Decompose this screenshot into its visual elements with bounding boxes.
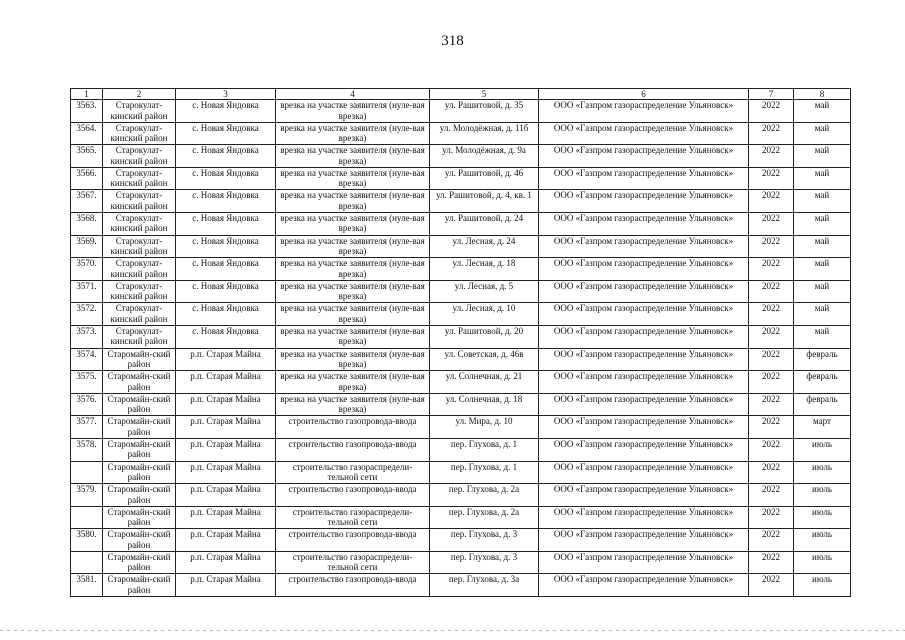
work-type-cell: врезка на участке заявителя (нуле-вая врезка) xyxy=(276,145,430,168)
row-number xyxy=(71,506,103,529)
column-header: 8 xyxy=(794,89,851,100)
gasification-table xyxy=(70,88,851,597)
settlement-cell: с. Новая Яндовка xyxy=(176,303,276,326)
work-type-cell: врезка на участке заявителя (нуле-вая врезка) xyxy=(276,122,430,145)
address-cell: пер. Глухова, д. 1 xyxy=(430,461,539,484)
table-row xyxy=(71,506,851,529)
district-cell: Старокулат-кинский район xyxy=(103,167,176,190)
year-cell: 2022 xyxy=(749,100,794,123)
district-cell: Старокулат-кинский район xyxy=(103,145,176,168)
settlement-cell: р.п. Старая Майна xyxy=(176,461,276,484)
settlement-cell: с. Новая Яндовка xyxy=(176,325,276,348)
table-row xyxy=(71,122,851,145)
address-cell: пер. Глухова, д. 3 xyxy=(430,529,539,552)
year-cell: 2022 xyxy=(749,122,794,145)
address-cell: пер. Глухова, д. 2а xyxy=(430,506,539,529)
month-cell: июль xyxy=(794,461,851,484)
organization-cell: ООО «Газпром газораспределение Ульяновск» xyxy=(539,303,749,326)
table-row xyxy=(71,280,851,303)
work-type-cell: врезка на участке заявителя (нуле-вая врезка) xyxy=(276,212,430,235)
work-type-cell: врезка на участке заявителя (нуле-вая врезка) xyxy=(276,190,430,213)
month-cell: июль xyxy=(794,484,851,507)
district-cell: Старокулат-кинский район xyxy=(103,100,176,123)
table-row xyxy=(71,348,851,371)
month-cell: июль xyxy=(794,506,851,529)
district-cell: Старомайн-ский район xyxy=(103,506,176,529)
year-cell: 2022 xyxy=(749,235,794,258)
table-row xyxy=(71,303,851,326)
work-type-cell: врезка на участке заявителя (нуле-вая врезка) xyxy=(276,258,430,281)
year-cell: 2022 xyxy=(749,506,794,529)
row-number: 3579. xyxy=(71,484,103,507)
district-cell: Старомайн-ский район xyxy=(103,529,176,552)
month-cell: май xyxy=(794,280,851,303)
column-header: 7 xyxy=(749,89,794,100)
year-cell: 2022 xyxy=(749,461,794,484)
organization-cell: ООО «Газпром газораспределение Ульяновск» xyxy=(539,235,749,258)
year-cell: 2022 xyxy=(749,325,794,348)
column-header: 3 xyxy=(176,89,276,100)
column-header: 4 xyxy=(276,89,430,100)
table-row xyxy=(71,574,851,597)
work-type-cell: строительство газопровода-ввода xyxy=(276,416,430,439)
year-cell: 2022 xyxy=(749,416,794,439)
district-cell: Старокулат-кинский район xyxy=(103,325,176,348)
address-cell: пер. Глухова, д. 1 xyxy=(430,438,539,461)
month-cell: март xyxy=(794,416,851,439)
address-cell: ул. Солнечная, д. 21 xyxy=(430,371,539,394)
month-cell: май xyxy=(794,212,851,235)
row-number: 3581. xyxy=(71,574,103,597)
page-number: 318 xyxy=(441,33,464,49)
organization-cell: ООО «Газпром газораспределение Ульяновск» xyxy=(539,529,749,552)
address-cell: пер. Глухова, д. 2а xyxy=(430,484,539,507)
year-cell: 2022 xyxy=(749,484,794,507)
year-cell: 2022 xyxy=(749,258,794,281)
table-row xyxy=(71,461,851,484)
row-number xyxy=(71,551,103,574)
table-row xyxy=(71,235,851,258)
organization-cell: ООО «Газпром газораспределение Ульяновск» xyxy=(539,461,749,484)
work-type-cell: врезка на участке заявителя (нуле-вая врезка) xyxy=(276,393,430,416)
settlement-cell: с. Новая Яндовка xyxy=(176,122,276,145)
district-cell: Старомайн-ский район xyxy=(103,551,176,574)
row-number: 3573. xyxy=(71,325,103,348)
address-cell: ул. Рашитовой, д. 46 xyxy=(430,167,539,190)
address-cell: ул. Рашитовой, д. 24 xyxy=(430,212,539,235)
district-cell: Старомайн-ский район xyxy=(103,438,176,461)
address-cell: ул. Солнечная, д. 18 xyxy=(430,393,539,416)
district-cell: Старомайн-ский район xyxy=(103,461,176,484)
organization-cell: ООО «Газпром газораспределение Ульяновск» xyxy=(539,167,749,190)
table-row xyxy=(71,484,851,507)
settlement-cell: с. Новая Яндовка xyxy=(176,258,276,281)
settlement-cell: с. Новая Яндовка xyxy=(176,167,276,190)
district-cell: Старокулат-кинский район xyxy=(103,190,176,213)
scan-artifact-line xyxy=(0,630,905,631)
address-cell: пер. Глухова, д. 3а xyxy=(430,574,539,597)
work-type-cell: врезка на участке заявителя (нуле-вая врезка) xyxy=(276,348,430,371)
work-type-cell: строительство газораспредели-тельной сети xyxy=(276,506,430,529)
table-row xyxy=(71,393,851,416)
month-cell: февраль xyxy=(794,348,851,371)
address-cell: ул. Молодёжная, д. 9а xyxy=(430,145,539,168)
header-row xyxy=(71,89,851,100)
address-cell: ул. Рашитовой, д. 4, кв. 1 xyxy=(430,190,539,213)
year-cell: 2022 xyxy=(749,280,794,303)
district-cell: Старомайн-ский район xyxy=(103,416,176,439)
work-type-cell: врезка на участке заявителя (нуле-вая врезка) xyxy=(276,371,430,394)
organization-cell: ООО «Газпром газораспределение Ульяновск» xyxy=(539,122,749,145)
table-row xyxy=(71,325,851,348)
work-type-cell: строительство газопровода-ввода xyxy=(276,438,430,461)
month-cell: май xyxy=(794,122,851,145)
month-cell: июль xyxy=(794,438,851,461)
year-cell: 2022 xyxy=(749,551,794,574)
organization-cell: ООО «Газпром газораспределение Ульяновск» xyxy=(539,484,749,507)
month-cell: май xyxy=(794,167,851,190)
organization-cell: ООО «Газпром газораспределение Ульяновск» xyxy=(539,371,749,394)
year-cell: 2022 xyxy=(749,145,794,168)
district-cell: Старомайн-ский район xyxy=(103,393,176,416)
month-cell: май xyxy=(794,100,851,123)
work-type-cell: строительство газораспредели-тельной сети xyxy=(276,461,430,484)
row-number: 3571. xyxy=(71,280,103,303)
table-row xyxy=(71,438,851,461)
organization-cell: ООО «Газпром газораспределение Ульяновск» xyxy=(539,190,749,213)
row-number: 3569. xyxy=(71,235,103,258)
address-cell: ул. Рашитовой, д. 35 xyxy=(430,100,539,123)
work-type-cell: строительство газопровода-ввода xyxy=(276,574,430,597)
column-header: 6 xyxy=(539,89,749,100)
row-number: 3577. xyxy=(71,416,103,439)
month-cell: июль xyxy=(794,529,851,552)
settlement-cell: р.п. Старая Майна xyxy=(176,529,276,552)
work-type-cell: строительство газопровода-ввода xyxy=(276,484,430,507)
district-cell: Старомайн-ский район xyxy=(103,484,176,507)
year-cell: 2022 xyxy=(749,438,794,461)
table-row xyxy=(71,551,851,574)
work-type-cell: строительство газораспредели-тельной сети xyxy=(276,551,430,574)
district-cell: Старокулат-кинский район xyxy=(103,303,176,326)
address-cell: ул. Лесная, д. 5 xyxy=(430,280,539,303)
row-number: 3563. xyxy=(71,100,103,123)
table-row xyxy=(71,416,851,439)
year-cell: 2022 xyxy=(749,393,794,416)
address-cell: ул. Рашитовой, д. 20 xyxy=(430,325,539,348)
work-type-cell: врезка на участке заявителя (нуле-вая врезка) xyxy=(276,325,430,348)
table-row xyxy=(71,258,851,281)
table-row xyxy=(71,190,851,213)
organization-cell: ООО «Газпром газораспределение Ульяновск» xyxy=(539,551,749,574)
year-cell: 2022 xyxy=(749,212,794,235)
settlement-cell: с. Новая Яндовка xyxy=(176,190,276,213)
address-cell: ул. Советская, д. 46в xyxy=(430,348,539,371)
row-number: 3574. xyxy=(71,348,103,371)
organization-cell: ООО «Газпром газораспределение Ульяновск» xyxy=(539,506,749,529)
organization-cell: ООО «Газпром газораспределение Ульяновск» xyxy=(539,348,749,371)
organization-cell: ООО «Газпром газораспределение Ульяновск» xyxy=(539,280,749,303)
row-number: 3570. xyxy=(71,258,103,281)
row-number: 3568. xyxy=(71,212,103,235)
district-cell: Старомайн-ский район xyxy=(103,348,176,371)
row-number: 3576. xyxy=(71,393,103,416)
work-type-cell: врезка на участке заявителя (нуле-вая врезка) xyxy=(276,167,430,190)
organization-cell: ООО «Газпром газораспределение Ульяновск» xyxy=(539,212,749,235)
district-cell: Старокулат-кинский район xyxy=(103,235,176,258)
month-cell: май xyxy=(794,235,851,258)
organization-cell: ООО «Газпром газораспределение Ульяновск» xyxy=(539,574,749,597)
row-number: 3564. xyxy=(71,122,103,145)
organization-cell: ООО «Газпром газораспределение Ульяновск» xyxy=(539,416,749,439)
row-number: 3566. xyxy=(71,167,103,190)
column-header: 1 xyxy=(71,89,103,100)
table-row xyxy=(71,371,851,394)
organization-cell: ООО «Газпром газораспределение Ульяновск» xyxy=(539,145,749,168)
month-cell: май xyxy=(794,190,851,213)
settlement-cell: р.п. Старая Майна xyxy=(176,551,276,574)
row-number: 3567. xyxy=(71,190,103,213)
year-cell: 2022 xyxy=(749,190,794,213)
settlement-cell: р.п. Старая Майна xyxy=(176,393,276,416)
year-cell: 2022 xyxy=(749,167,794,190)
row-number: 3572. xyxy=(71,303,103,326)
work-type-cell: врезка на участке заявителя (нуле-вая врезка) xyxy=(276,235,430,258)
settlement-cell: р.п. Старая Майна xyxy=(176,574,276,597)
table-body xyxy=(71,100,851,597)
row-number: 3575. xyxy=(71,371,103,394)
address-cell: ул. Молодёжная, д. 11б xyxy=(430,122,539,145)
month-cell: июль xyxy=(794,551,851,574)
month-cell: май xyxy=(794,303,851,326)
column-header: 5 xyxy=(430,89,539,100)
table-row xyxy=(71,100,851,123)
settlement-cell: р.п. Старая Майна xyxy=(176,438,276,461)
row-number: 3580. xyxy=(71,529,103,552)
settlement-cell: с. Новая Яндовка xyxy=(176,235,276,258)
district-cell: Старокулат-кинский район xyxy=(103,258,176,281)
organization-cell: ООО «Газпром газораспределение Ульяновск» xyxy=(539,393,749,416)
district-cell: Старокулат-кинский район xyxy=(103,212,176,235)
month-cell: июль xyxy=(794,574,851,597)
settlement-cell: с. Новая Яндовка xyxy=(176,100,276,123)
month-cell: февраль xyxy=(794,393,851,416)
settlement-cell: р.п. Старая Майна xyxy=(176,506,276,529)
year-cell: 2022 xyxy=(749,303,794,326)
table-row xyxy=(71,167,851,190)
table-row xyxy=(71,529,851,552)
work-type-cell: строительство газопровода-ввода xyxy=(276,529,430,552)
settlement-cell: с. Новая Яндовка xyxy=(176,212,276,235)
month-cell: май xyxy=(794,258,851,281)
address-cell: ул. Лесная, д. 18 xyxy=(430,258,539,281)
address-cell: ул. Лесная, д. 24 xyxy=(430,235,539,258)
settlement-cell: р.п. Старая Майна xyxy=(176,348,276,371)
month-cell: май xyxy=(794,145,851,168)
year-cell: 2022 xyxy=(749,348,794,371)
address-cell: ул. Лесная, д. 10 xyxy=(430,303,539,326)
year-cell: 2022 xyxy=(749,574,794,597)
work-type-cell: врезка на участке заявителя (нуле-вая врезка) xyxy=(276,303,430,326)
district-cell: Старомайн-ский район xyxy=(103,574,176,597)
settlement-cell: р.п. Старая Майна xyxy=(176,484,276,507)
work-type-cell: врезка на участке заявителя (нуле-вая врезка) xyxy=(276,100,430,123)
address-cell: пер. Глухова, д. 3 xyxy=(430,551,539,574)
table-row xyxy=(71,145,851,168)
work-type-cell: врезка на участке заявителя (нуле-вая врезка) xyxy=(276,280,430,303)
column-header: 2 xyxy=(103,89,176,100)
organization-cell: ООО «Газпром газораспределение Ульяновск» xyxy=(539,325,749,348)
organization-cell: ООО «Газпром газораспределение Ульяновск» xyxy=(539,438,749,461)
address-cell: ул. Мира, д. 10 xyxy=(430,416,539,439)
month-cell: февраль xyxy=(794,371,851,394)
year-cell: 2022 xyxy=(749,529,794,552)
row-number: 3578. xyxy=(71,438,103,461)
row-number xyxy=(71,461,103,484)
month-cell: май xyxy=(794,325,851,348)
settlement-cell: с. Новая Яндовка xyxy=(176,280,276,303)
table-row xyxy=(71,212,851,235)
district-cell: Старомайн-ский район xyxy=(103,371,176,394)
district-cell: Старокулат-кинский район xyxy=(103,280,176,303)
settlement-cell: р.п. Старая Майна xyxy=(176,371,276,394)
district-cell: Старокулат-кинский район xyxy=(103,122,176,145)
row-number: 3565. xyxy=(71,145,103,168)
organization-cell: ООО «Газпром газораспределение Ульяновск» xyxy=(539,258,749,281)
year-cell: 2022 xyxy=(749,371,794,394)
settlement-cell: р.п. Старая Майна xyxy=(176,416,276,439)
organization-cell: ООО «Газпром газораспределение Ульяновск» xyxy=(539,100,749,123)
settlement-cell: с. Новая Яндовка xyxy=(176,145,276,168)
